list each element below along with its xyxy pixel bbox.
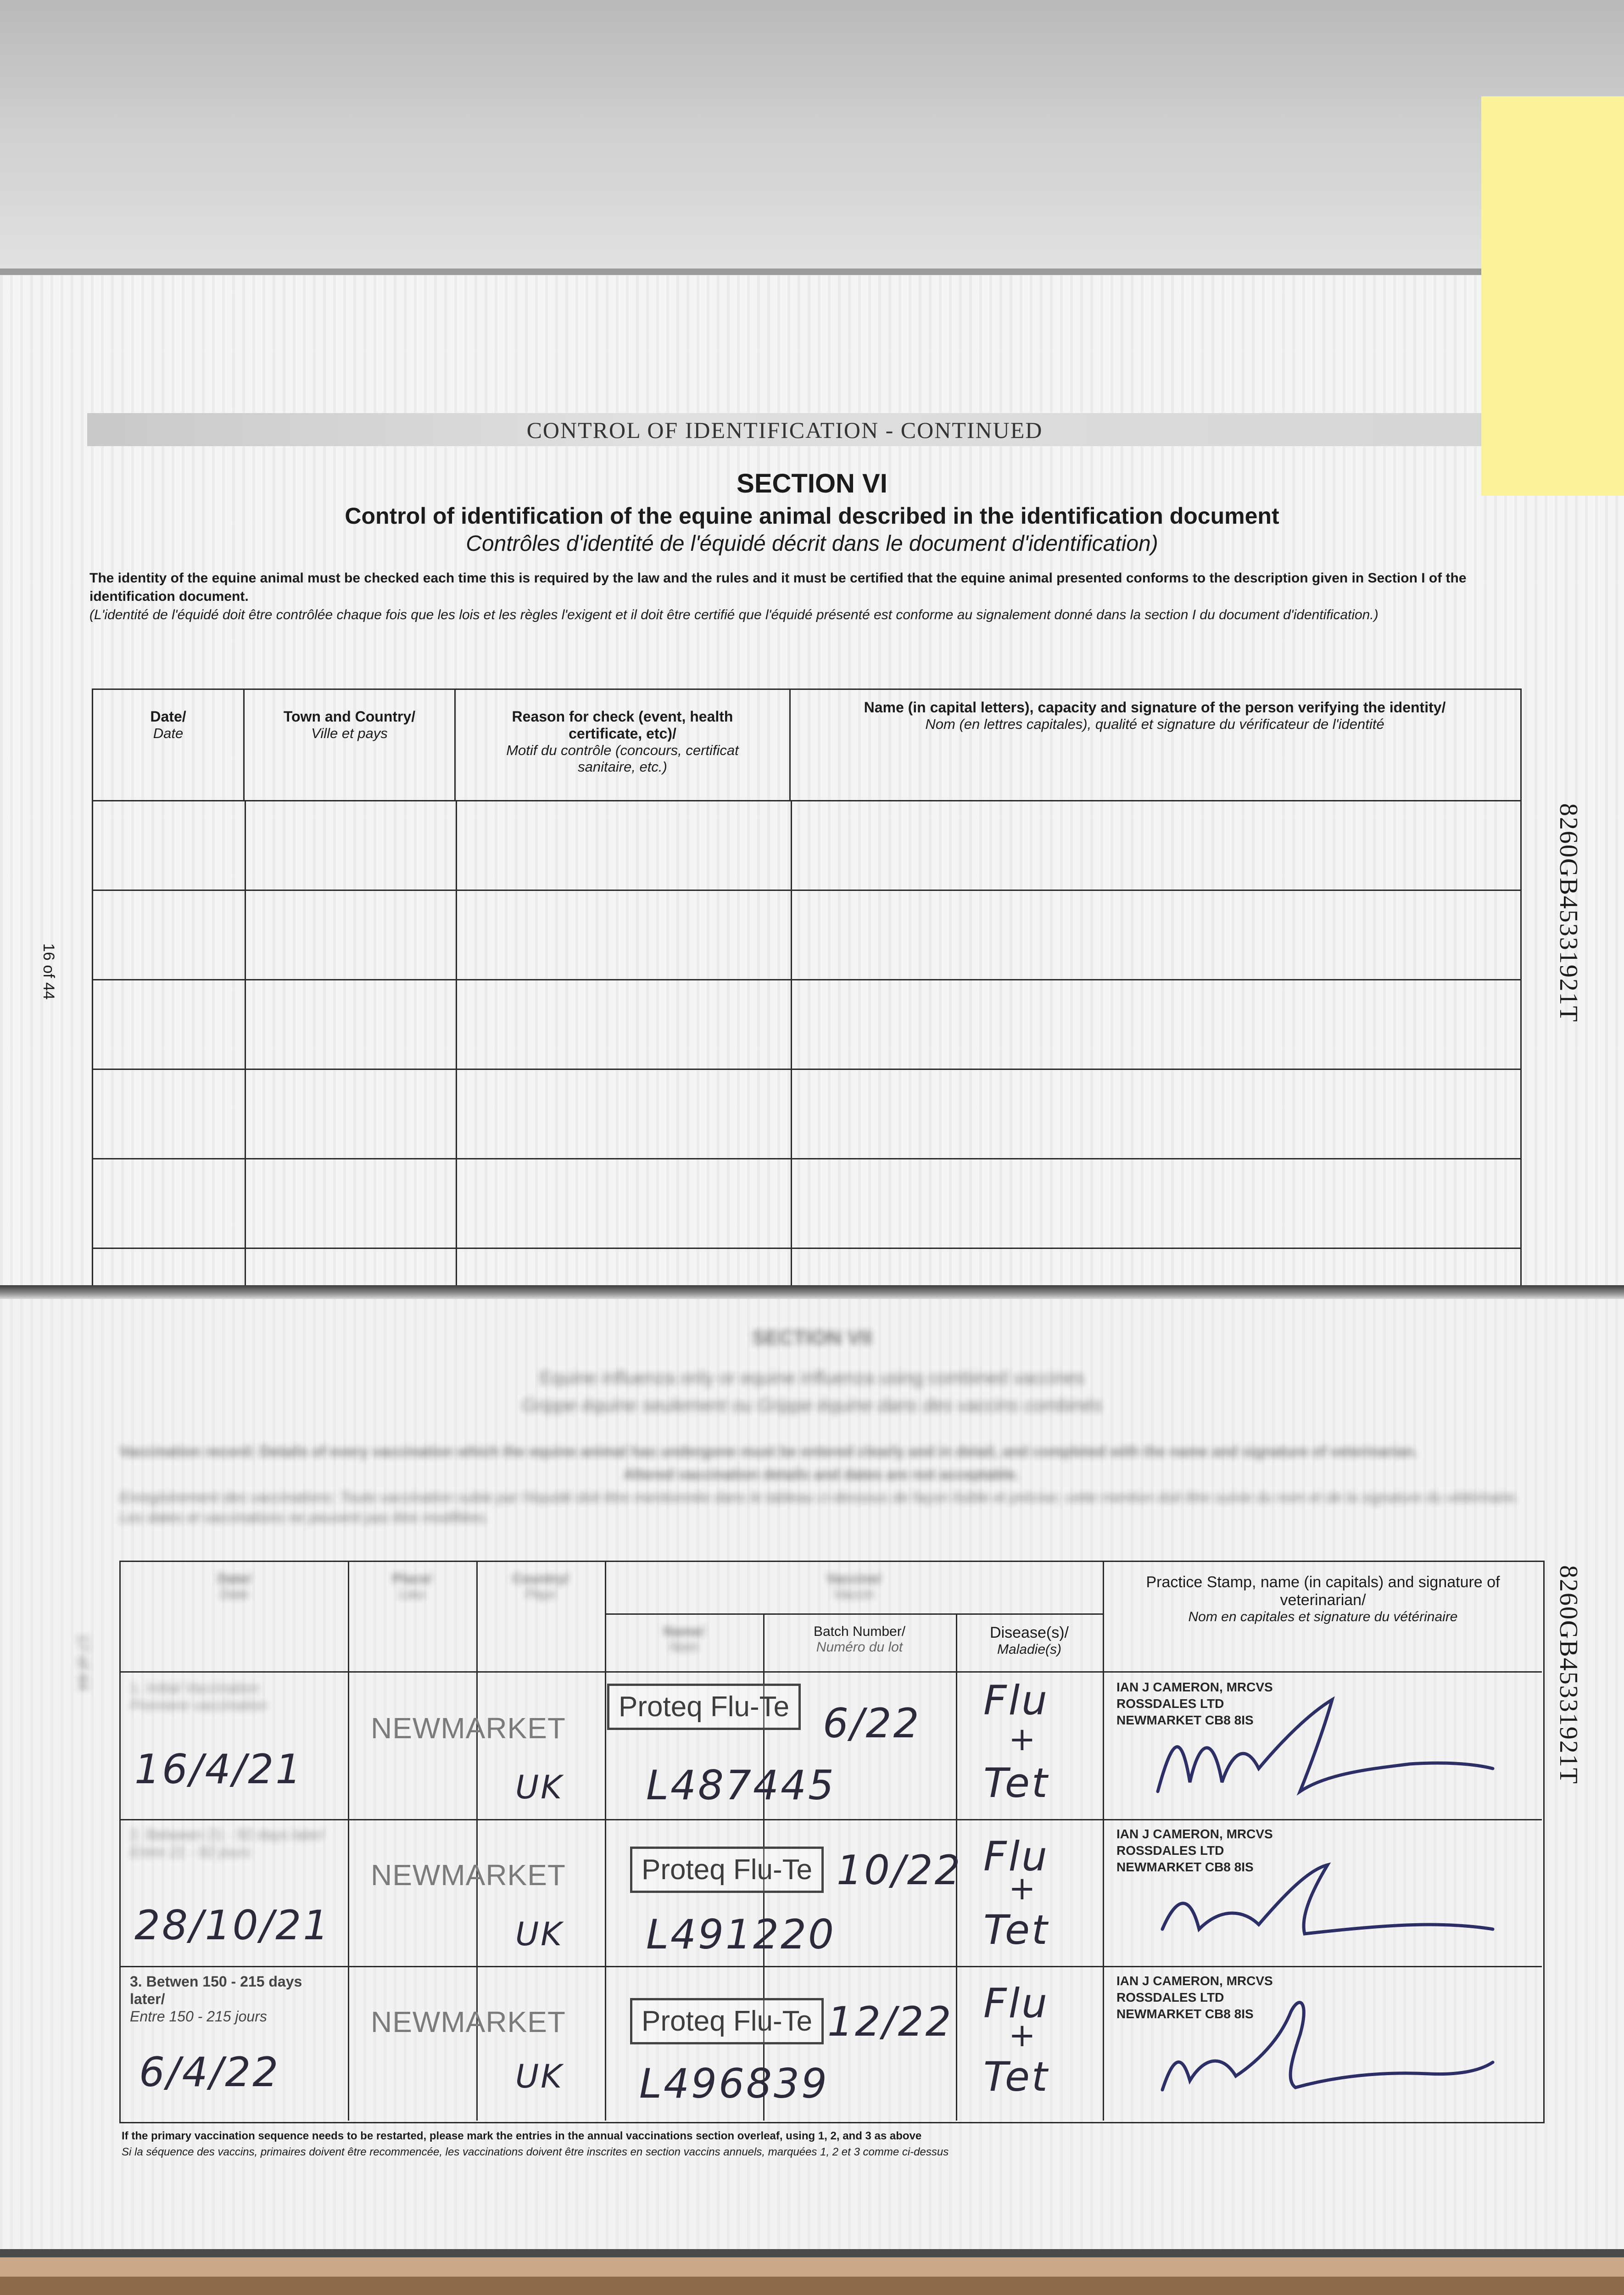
vet-signature: [1153, 1984, 1502, 2099]
row-label-fr: Entre 150 - 215 jours: [130, 2008, 267, 2025]
disease-tet: Tet: [983, 1759, 1049, 1807]
table-row-divider: [93, 1069, 1520, 1070]
vaccination-place: NEWMARKET: [371, 1858, 566, 1892]
section-vii-subtitle-en: Equine influenza only or equine influenza using combined vaccines: [539, 1368, 1085, 1388]
table-row-divider: [605, 1613, 1103, 1615]
column-header-reason-fr: Motif du contrôle (concours, certificat sanitaire, etc.): [506, 742, 739, 775]
scanner-edge: [0, 269, 1624, 275]
table-column-divider: [791, 800, 792, 1285]
column-header-date: [93, 690, 245, 800]
column-header-vaccine-name-en: Name/: [663, 1624, 705, 1639]
vet-stamp-line: IAN J CAMERON, MRCVS: [1116, 1680, 1273, 1694]
column-header-verifier: [791, 690, 1519, 800]
column-header-vaccine-name-fr: Nom: [669, 1640, 699, 1655]
table-column-divider: [348, 1562, 349, 2121]
column-header-place: [348, 1571, 476, 1602]
vaccination-date: 6/4/22: [139, 2049, 280, 2096]
column-header-date: [121, 1571, 348, 1602]
yellow-sticky-note: [1481, 96, 1624, 496]
vaccine-batch-expiry: 12/22: [827, 1998, 953, 2045]
column-header-date-en: Date/: [217, 1571, 251, 1586]
page-fold-shadow: [0, 1285, 1624, 1299]
passport-cover-edge: [0, 2249, 1624, 2295]
row-label-fr: Premiere vaccination: [130, 1697, 267, 1713]
vaccine-batch-number: L491220: [646, 1911, 836, 1958]
row-label-en: 2. Between 21 - 92 days later/: [130, 1826, 325, 1843]
table-row-divider: [93, 979, 1520, 980]
row-label-initial: [130, 1679, 341, 1714]
page-number-16: 16 of 44: [40, 943, 57, 1000]
passport-serial-number: 8260GB45331921T: [1554, 803, 1583, 1023]
column-header-vaccine-fr: Vaccin: [833, 1587, 874, 1602]
vaccination-date: 16/4/21: [134, 1746, 303, 1793]
row-label-fr: Entre 21 - 92 jours: [130, 1844, 251, 1860]
column-header-vaccine-name: [605, 1624, 763, 1655]
column-header-date-en: Date/: [150, 708, 186, 725]
vaccination-table: [119, 1561, 1545, 2123]
scanner-background: [0, 0, 1624, 275]
identification-check-table: [92, 688, 1522, 1285]
vaccination-country: UK: [515, 1769, 564, 1806]
vaccination-country: UK: [515, 2058, 564, 2095]
vaccination-instructions-en: Vaccination record: Details of every vaccination which the equine animal has undergone must be entered clearly and in detail, and completed with the name and signature of veterinarian.: [119, 1443, 1418, 1460]
vaccination-instructions-fr: Enregistrement des vaccinations: Toute vaccination subie par l'équidé doit être mentionnée dans le tableau ci-dessous de façon lisible et précise; cette mention doit être suivie du nom et de la signature du vétérinaire. Les dates et vaccinations ne peuvent pas être modifiées.: [119, 1489, 1519, 1526]
vaccination-place: NEWMARKET: [371, 2005, 566, 2038]
disease-tet: Tet: [983, 1906, 1049, 1954]
column-header-country-en: Country/: [512, 1571, 569, 1586]
table-row-divider: [93, 890, 1520, 891]
column-header-reason-en: Reason for check (event, health certificate, etc)/: [512, 708, 733, 742]
column-header-verifier-en: Name (in capital letters), capacity and signature of the person verifying the identity/: [864, 699, 1446, 716]
vaccine-name-stamp: Proteq Flu-Te: [607, 1684, 801, 1730]
disease-plus: +: [1009, 1870, 1038, 1907]
disease-plus: +: [1009, 2016, 1038, 2054]
column-header-stamp-en: Practice Stamp, name (in capitals) and signature of veterinarian/: [1146, 1573, 1500, 1609]
table-row-divider: [93, 800, 1520, 801]
vet-stamp-line: NEWMARKET CB8 8IS: [1116, 1713, 1254, 1727]
vet-stamp-line: ROSSDALES LTD: [1116, 1990, 1224, 2004]
vet-stamp-line: ROSSDALES LTD: [1116, 1696, 1224, 1711]
table-column-divider: [1103, 1562, 1104, 2121]
vaccination-date: 28/10/21: [134, 1902, 331, 1949]
row-label-en: 3. Betwen 150 - 215 days later/: [130, 1973, 302, 2007]
column-header-batch: [763, 1624, 956, 1655]
column-header-disease-fr: Maladie(s): [997, 1642, 1062, 1657]
vaccine-batch-number: L487445: [646, 1762, 836, 1809]
vaccine-batch-expiry: 10/22: [837, 1847, 962, 1894]
footnote-en: If the primary vaccination sequence needs to be restarted, please mark the entries in the annual vaccinations section overleaf, using 1, 2, and 3 as above: [122, 2130, 922, 2142]
vet-signature: [1153, 1686, 1502, 1805]
row-label-en: 1. Initial Vaccination: [130, 1679, 260, 1696]
column-header-place-fr: Lieu: [399, 1587, 425, 1602]
column-header-practice-stamp: [1107, 1573, 1539, 1625]
column-header-town-fr: Ville et pays: [311, 725, 388, 741]
column-header-place-en: Place/: [392, 1571, 432, 1586]
disease-flu: Flu: [983, 1980, 1049, 2027]
vet-stamp-line: IAN J CAMERON, MRCVS: [1116, 1974, 1273, 1988]
passport-page-section-vii: [0, 1299, 1624, 2249]
vaccine-batch-number: L496839: [639, 2060, 829, 2107]
vet-stamp-line: ROSSDALES LTD: [1116, 1843, 1224, 1858]
column-header-vaccine-en: Vaccine/: [826, 1571, 882, 1586]
section-title: SECTION VI: [737, 469, 887, 498]
vaccination-instructions-note: Altered vaccination details and dates are not acceptable.: [623, 1466, 1020, 1483]
table-column-divider: [456, 800, 457, 1285]
column-header-verifier-fr: Nom (en lettres capitales), qualité et signature du vérificateur de l'identité: [925, 716, 1384, 732]
section-vii-title: SECTION VII: [752, 1327, 872, 1349]
intro-text-fr: (L'identité de l'équidé doit être contrôlée chaque fois que les lois et les règles l'exigent et il doit être certifié que l'équidé présenté est conforme au signalement donné dans la section I du document d'identification.): [89, 607, 1378, 622]
intro-text-en: The identity of the equine animal must be checked each time this is required by the law and the rules and it must be certified that the equine animal presented conforms to the description given in Section I of the identification document.: [89, 571, 1467, 604]
section-vii-subtitle-fr: Grippe équine seulement ou Grippe équine dans des vaccins combinés: [521, 1395, 1103, 1416]
disease-flu: Flu: [983, 1677, 1049, 1724]
table-row-divider: [93, 1248, 1520, 1249]
table-row-divider: [121, 1671, 1542, 1673]
column-header-date-fr: Date: [153, 725, 184, 741]
column-header-disease: [956, 1624, 1103, 1657]
table-row-divider: [93, 1158, 1520, 1159]
column-header-country-fr: Pays: [525, 1587, 556, 1602]
disease-tet: Tet: [983, 2053, 1049, 2100]
column-header-batch-en: Batch Number/: [813, 1624, 906, 1639]
vaccine-batch-expiry: 6/22: [823, 1700, 921, 1747]
vaccine-name-stamp: Proteq Flu-Te: [630, 1998, 824, 2044]
vaccination-country: UK: [515, 1915, 564, 1953]
column-header-country: [476, 1571, 605, 1602]
column-header-vaccine: [605, 1571, 1103, 1602]
column-header-disease-en: Disease(s)/: [990, 1624, 1069, 1641]
passport-serial-number: 8260GB45331921T: [1554, 1565, 1583, 1785]
table-row-divider: [121, 1819, 1542, 1820]
section-subtitle-fr: Contrôles d'identité de l'équidé décrit dans le document d'identification): [466, 532, 1158, 556]
vet-stamp-line: NEWMARKET CB8 8IS: [1116, 1860, 1254, 1874]
column-header-date-fr: Date: [219, 1587, 249, 1602]
row-label-second: [130, 1826, 341, 1861]
banner-text: CONTROL OF IDENTIFICATION - CONTINUED: [526, 417, 1043, 443]
row-label-third: [130, 1973, 341, 2025]
vet-stamp-line: IAN J CAMERON, MRCVS: [1116, 1827, 1273, 1841]
page-number-17: 17 of 44: [74, 1634, 92, 1690]
column-header-stamp-fr: Nom en capitales et signature du vétérinaire: [1188, 1609, 1458, 1624]
column-header-town-en: Town and Country/: [283, 708, 416, 725]
vaccination-place: NEWMARKET: [371, 1712, 566, 1745]
passport-page-section-vi: [0, 275, 1624, 1285]
section-subtitle-en: Control of identification of the equine animal described in the identification document: [345, 503, 1279, 529]
vet-signature: [1153, 1837, 1502, 1948]
table-row-divider: [121, 1966, 1542, 1967]
table-column-divider: [245, 800, 246, 1285]
footnote-fr: Si la séquence des vaccins, primaires doivent être recommencée, les vaccinations doivent être inscrites en section vaccins annuels, marquées 1, 2 et 3 comme ci-dessus: [122, 2146, 949, 2158]
column-header-reason: [456, 690, 791, 800]
vet-stamp-line: NEWMARKET CB8 8IS: [1116, 2007, 1254, 2021]
column-header-batch-fr: Numéro du lot: [816, 1640, 903, 1655]
disease-flu: Flu: [983, 1833, 1049, 1880]
column-header-town: [245, 690, 456, 800]
header-banner: [87, 413, 1482, 446]
vaccine-name-stamp: Proteq Flu-Te: [630, 1847, 824, 1893]
disease-plus: +: [1009, 1720, 1038, 1758]
